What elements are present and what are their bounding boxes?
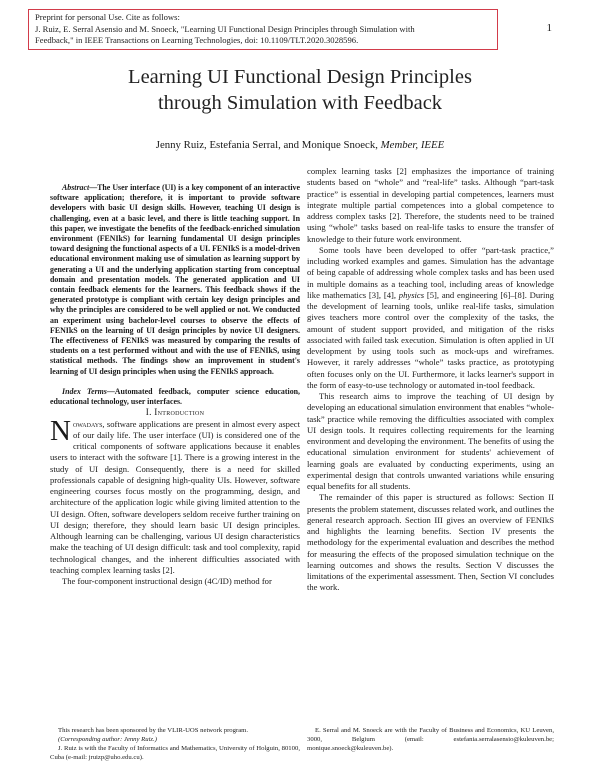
body-paragraph-1: complex learning tasks [2] emphasizes the importance of training students based on “whole” and “real-life” tasks. Although “part-task practice” is essential in developing partial competences, learners must integrate multiple partial competences into a global competence to address complex tasks [2]. Therefore, the students need to be trained using “whole” tasks based on real-life tasks to ensure the transfer of knowledge to their future work environment. [307,166,554,244]
paper-title [0,64,600,116]
page-number: 1 [546,22,552,34]
intro-paragraph-1-text: , software applications are present in almost every aspect of our daily life. The user interface (UI) is considered one of the critical components of software applications because it enables users to interact with the software [1]. There is a growing interest in the study of UI design. Consequently, there is a need for skilled professionals capable of designing high-quality UIs. However, software engineering courses focus mostly on the programming, design, and architecture of the application logic while giving limited attention to the UI design. Often, software developers seldom receive further training on UI design; therefore, they should learn basic UI design principles. Although learning can be challenging, various UI design characteristics make the teaching of UI design difficult: task and tool complexity, rapid technological changes, and the inherent difficulties associated with teaching complex learning tasks [2]. [50,418,300,575]
footnote-funding: This research has been sponsored by the VLIR-UOS network program. [58,727,249,734]
preprint-line-1: Preprint for personal Use. Cite as follows: [35,12,180,22]
title-line-2: through Simulation with Feedback [157,92,443,114]
left-column [50,166,300,587]
footnote-left [50,726,300,762]
body-paragraph-3: This research aims to improve the teaching of UI design by developing an educational simulation environment that enables “whole-task” practice while removing the difficulties associated with complex UI design tools. It requires collecting requirements for the learning environment and developing the environment. The benefits of using the educational simulation environment for students' achievement of learning goals are evaluated by conducting experiments, using an experimental design that controls unwanted variations while ensuring equal benefits for all students. [307,391,554,491]
intro-first-word: owadays [72,418,103,429]
body-paragraph-4: The remainder of this paper is structured as follows: Section II presents the problem statement, discusses related work, and outlines the general research approach. Section III gives an overview of FENIkS and highlights the learning benefits. Section IV presents the methodology for the experimental evaluation and describes the method for measuring the effects of the proposed simulation technique on the learning outcomes and shows the results. Section V discusses the limitations of the experimental assessment. Then, Section VI concludes the work. [307,492,555,593]
author-membership: Member, IEEE [380,139,445,151]
index-terms-text: —Automated feedback, computer science education, educational technology, user interfaces. [50,386,301,407]
index-terms-label: Index Terms [62,386,107,396]
abstract [50,183,300,377]
section-heading-introduction: I. Introduction [145,407,205,418]
author-names: Jenny Ruiz, Estefania Serral, and Monique Snoeck, [155,139,378,151]
body-paragraph-2-part-b: [5], and engineering [6]–[8]. During the development of learning tools, unlike real-life tasks, simulation gives teachers more control over the complexity of the tasks, the amount of student support provided, and mitigation of the risks associated with failed task execution. Simulation is often applied in UI development by using tools such as mock-ups and wireframes. However, it rarely addresses “whole” tasks practice, as prototyping often focuses only on the UI. Furthermore, it lacks learner's support in the form of easy-to-use technology or automated in-tool feedback. [307,289,554,390]
preprint-line-3: Feedback," in IEEE Transactions on Learning Technologies, doi: 10.1109/TLT.2020.3028596. [35,35,359,45]
abstract-label: Abstract [62,183,90,192]
preprint-line-2: J. Ruiz, E. Serral Asensio and M. Snoeck, "Learning UI Functional Design Principles through Simulation with [35,23,415,34]
body-paragraph-2-part-a: Some tools have been developed to offer “part-task practice,” including worked examples and games. Simulation has the advantage of being capable of addressing whole complex tasks and has been used in multiple domains as a teaching tool, including areas of knowledge like mathematics [3], [4], [307,244,554,300]
footnote-corresponding: (Corresponding author: Jenny Ruiz.) [58,736,157,743]
index-terms [50,387,300,407]
physics-term: physics [398,289,425,300]
intro-paragraph-1 [50,414,300,577]
preprint-citation-box [28,9,498,50]
right-column [307,166,554,594]
drop-cap: N [50,414,71,447]
author-list [0,139,600,151]
footnote-affiliation-serral-snoeck: E. Serral and M. Snoeck are with the Faculty of Business and Economics, KU Leuven, 3000, Belgium (email: estefania.serralasensio@kuleuven.be; monique.snoeck@kuleuven.be). [307,727,554,752]
abstract-text: —The User interface (UI) is a key component of an interactive software application; therefore, it is important to provide software developers with basic UI design skills. However, teaching UI design is challenging, even at a basic level, and there is little teaching support. In this paper, we investigate the benefits of the feedback-enriched simulation environment (FENIkS) for learning fundamental UI design principles toward designing the functional aspects of a UI. FENIkS is a model-driven educational environment making use of simulation as learning support by generating a UI and the underlying application starting from conceptual domain and presentation models. The generated application and UI contain feedback elements for the learners. This feedback shows if the generated prototype is compliant with certain key design principles and why the principles are considered to be well applied or not. We conducted an experiment using bachelor-level courses to observe the effects of FENIkS on the learning of UI design principles by novice UI designers. The effectiveness of FENIkS was measured by comparing the results of students on a test performed without and with the use of FENIkS, using statistical methods. The findings show an improvement in student's learning of UI design principles when using the FENIkS approach. [50,183,300,376]
footnote-right [307,726,554,753]
title-line-1: Learning UI Functional Design Principles [128,66,472,88]
body-paragraph-2 [307,245,554,391]
footnote-affiliation-ruiz: J. Ruiz is with the Faculty of Informatics and Mathematics, University of Holguin, 80100, Cuba (e-mail: jruizp@uho.edu.cu). [50,745,300,761]
intro-paragraph-2: The four-component instructional design (4C/ID) method for [62,576,272,587]
